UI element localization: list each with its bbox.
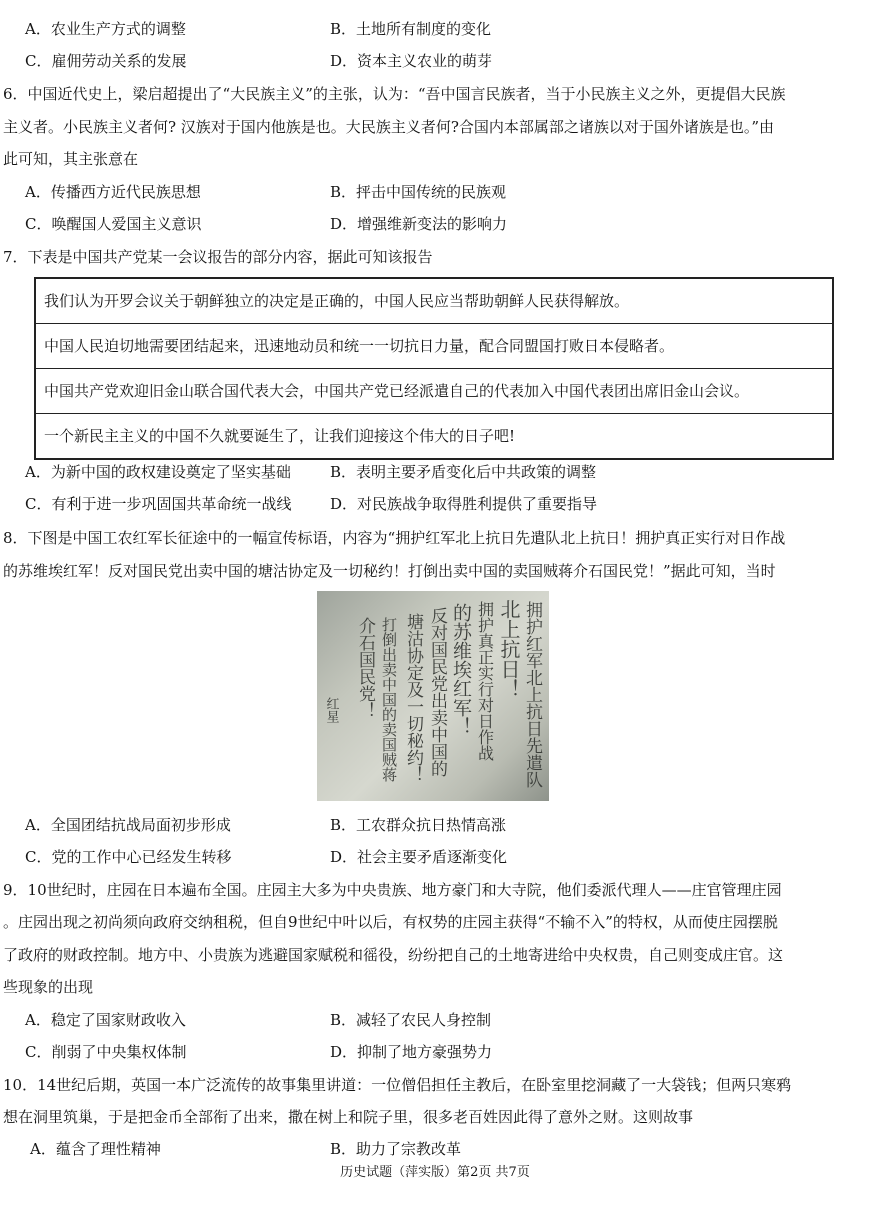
page-footer: 历史试题（萍实版）第2页 共7页: [340, 1165, 530, 1180]
slogan-column: 的苏维埃红军！: [450, 603, 472, 736]
q8-option-c: C．党的工作中心已经发生转移: [25, 848, 232, 866]
table-row: [35, 369, 833, 414]
q6-stem-line-2: 主义者。小民族主义者何? 汉族对于国内他族是也。大民族主义者何?合国内本部属部之诸族以对于国外诸族是也。”由: [3, 118, 775, 136]
q9-option-a: A．稳定了国家财政收入: [25, 1011, 186, 1029]
q9-option-c: C．削弱了中央集权体制: [25, 1043, 187, 1061]
q7-option-a: A．为新中国的政权建设奠定了坚实基础: [25, 463, 291, 481]
q9-option-b: B．减轻了农民人身控制: [330, 1011, 492, 1029]
slogan-column: 打倒出卖中国的卖国贼蒋: [380, 617, 398, 782]
q9-stem-line-2: 。庄园出现之初尚须向政府交纳租税，但自9世纪中叶以后，有权势的庄园主获得“不输不入”的特权，从而使庄园摆脱: [3, 913, 778, 931]
table-cell: 一个新民主主义的中国不久就要诞生了，让我们迎接这个伟大的日子吧!: [35, 414, 833, 460]
q9-stem-line-1: 9．10世纪时，庄园在日本遍布全国。庄园主大多为中央贵族、地方豪门和大寺院，他们委派代理人——庄官管理庄园: [3, 881, 782, 899]
slogan-column: 介石国民党！: [355, 617, 375, 719]
q5-option-a: A．农业生产方式的调整: [25, 20, 186, 38]
q8-option-a: A．全国团结抗战局面初步形成: [25, 816, 231, 834]
q6-option-a: A．传播西方近代民族思想: [25, 183, 201, 201]
q7-option-d: D．对民族战争取得胜利提供了重要指导: [330, 495, 598, 513]
slogan-column: 拥护真正实行对日作战: [475, 601, 495, 761]
q7-stem-line-1: 7．下表是中国共产党某一会议报告的部分内容，据此可知该报告: [3, 248, 433, 266]
slogan-photo: [317, 591, 549, 801]
q7-option-b: B．表明主要矛盾变化后中共政策的调整: [330, 463, 597, 481]
table-cell: 中国共产党欢迎旧金山联合国代表大会，中国共产党已经派遣自己的代表加入中国代表团出席旧金山会议。: [35, 369, 833, 414]
slogan-column: 拥护红军北上抗日先遣队: [522, 601, 542, 788]
slogan-column: 塘沽协定及一切秘约！: [403, 613, 423, 783]
table-row: [35, 324, 833, 369]
table-row: [35, 414, 833, 460]
table-row: [35, 278, 833, 324]
table-cell: 我们认为开罗会议关于朝鲜独立的决定是正确的，中国人民应当帮助朝鲜人民获得解放。: [35, 278, 833, 324]
q7-quote-table: [34, 277, 834, 460]
q5-option-d: D．资本主义农业的萌芽: [330, 52, 493, 70]
q10-stem-line-2: 想在洞里筑巢，于是把金币全部衔了出来，撒在树上和院子里，很多老百姓因此得了意外之财。这则故事: [3, 1108, 694, 1126]
q10-option-a: A．蕴含了理性精神: [30, 1140, 161, 1158]
slogan-signature: 红星: [323, 697, 339, 723]
q9-stem-line-4: 些现象的出现: [3, 978, 94, 996]
q6-stem-line-1: 6．中国近代史上，梁启超提出了“大民族主义”的主张，认为：“吾中国言民族者，当于小民族主义之外，更提倡大民族: [3, 85, 786, 103]
q6-option-c: C．唤醒国人爱国主义意识: [25, 215, 202, 233]
q6-option-d: D．增强维新变法的影响力: [330, 215, 508, 233]
q5-option-b: B．土地所有制度的变化: [330, 20, 492, 38]
q8-stem-line-2: 的苏维埃红军！反对国民党出卖中国的塘沽协定及一切秘约！打倒出卖中国的卖国贼蒋介石国民党！”据此可知，当时: [3, 562, 776, 580]
table-cell: 中国人民迫切地需要团结起来，迅速地动员和统一一切抗日力量，配合同盟国打败日本侵略者。: [35, 324, 833, 369]
q9-stem-line-3: 了政府的财政控制。地方中、小贵族为逃避国家赋税和徭役，纷纷把自己的土地寄进给中央权贵，自己则变成庄官。这: [3, 946, 784, 964]
slogan-handwriting: [317, 591, 549, 801]
slogan-column: 北上抗日！: [497, 599, 521, 699]
q8-option-d: D．社会主要矛盾逐渐变化: [330, 848, 508, 866]
q7-option-c: C．有利于进一步巩固国共革命统一战线: [25, 495, 292, 513]
q10-option-b: B．助力了宗教改革: [330, 1140, 462, 1158]
q8-stem-line-1: 8．下图是中国工农红军长征途中的一幅宣传标语，内容为“拥护红军北上抗日先遣队北上抗日！拥护真正实行对日作战: [3, 529, 786, 547]
slogan-column: 反对国民党出卖中国的: [427, 607, 447, 777]
q5-option-c: C．雇佣劳动关系的发展: [25, 52, 187, 70]
q6-option-b: B．抨击中国传统的民族观: [330, 183, 507, 201]
q8-option-b: B．工农群众抗日热情高涨: [330, 816, 507, 834]
q6-stem-line-3: 此可知，其主张意在: [3, 150, 139, 168]
q10-stem-line-1: 10．14世纪后期，英国一本广泛流传的故事集里讲道：一位僧侣担任主教后，在卧室里挖洞藏了一大袋钱；但两只寒鸦: [3, 1076, 792, 1094]
q9-option-d: D．抑制了地方豪强势力: [330, 1043, 493, 1061]
